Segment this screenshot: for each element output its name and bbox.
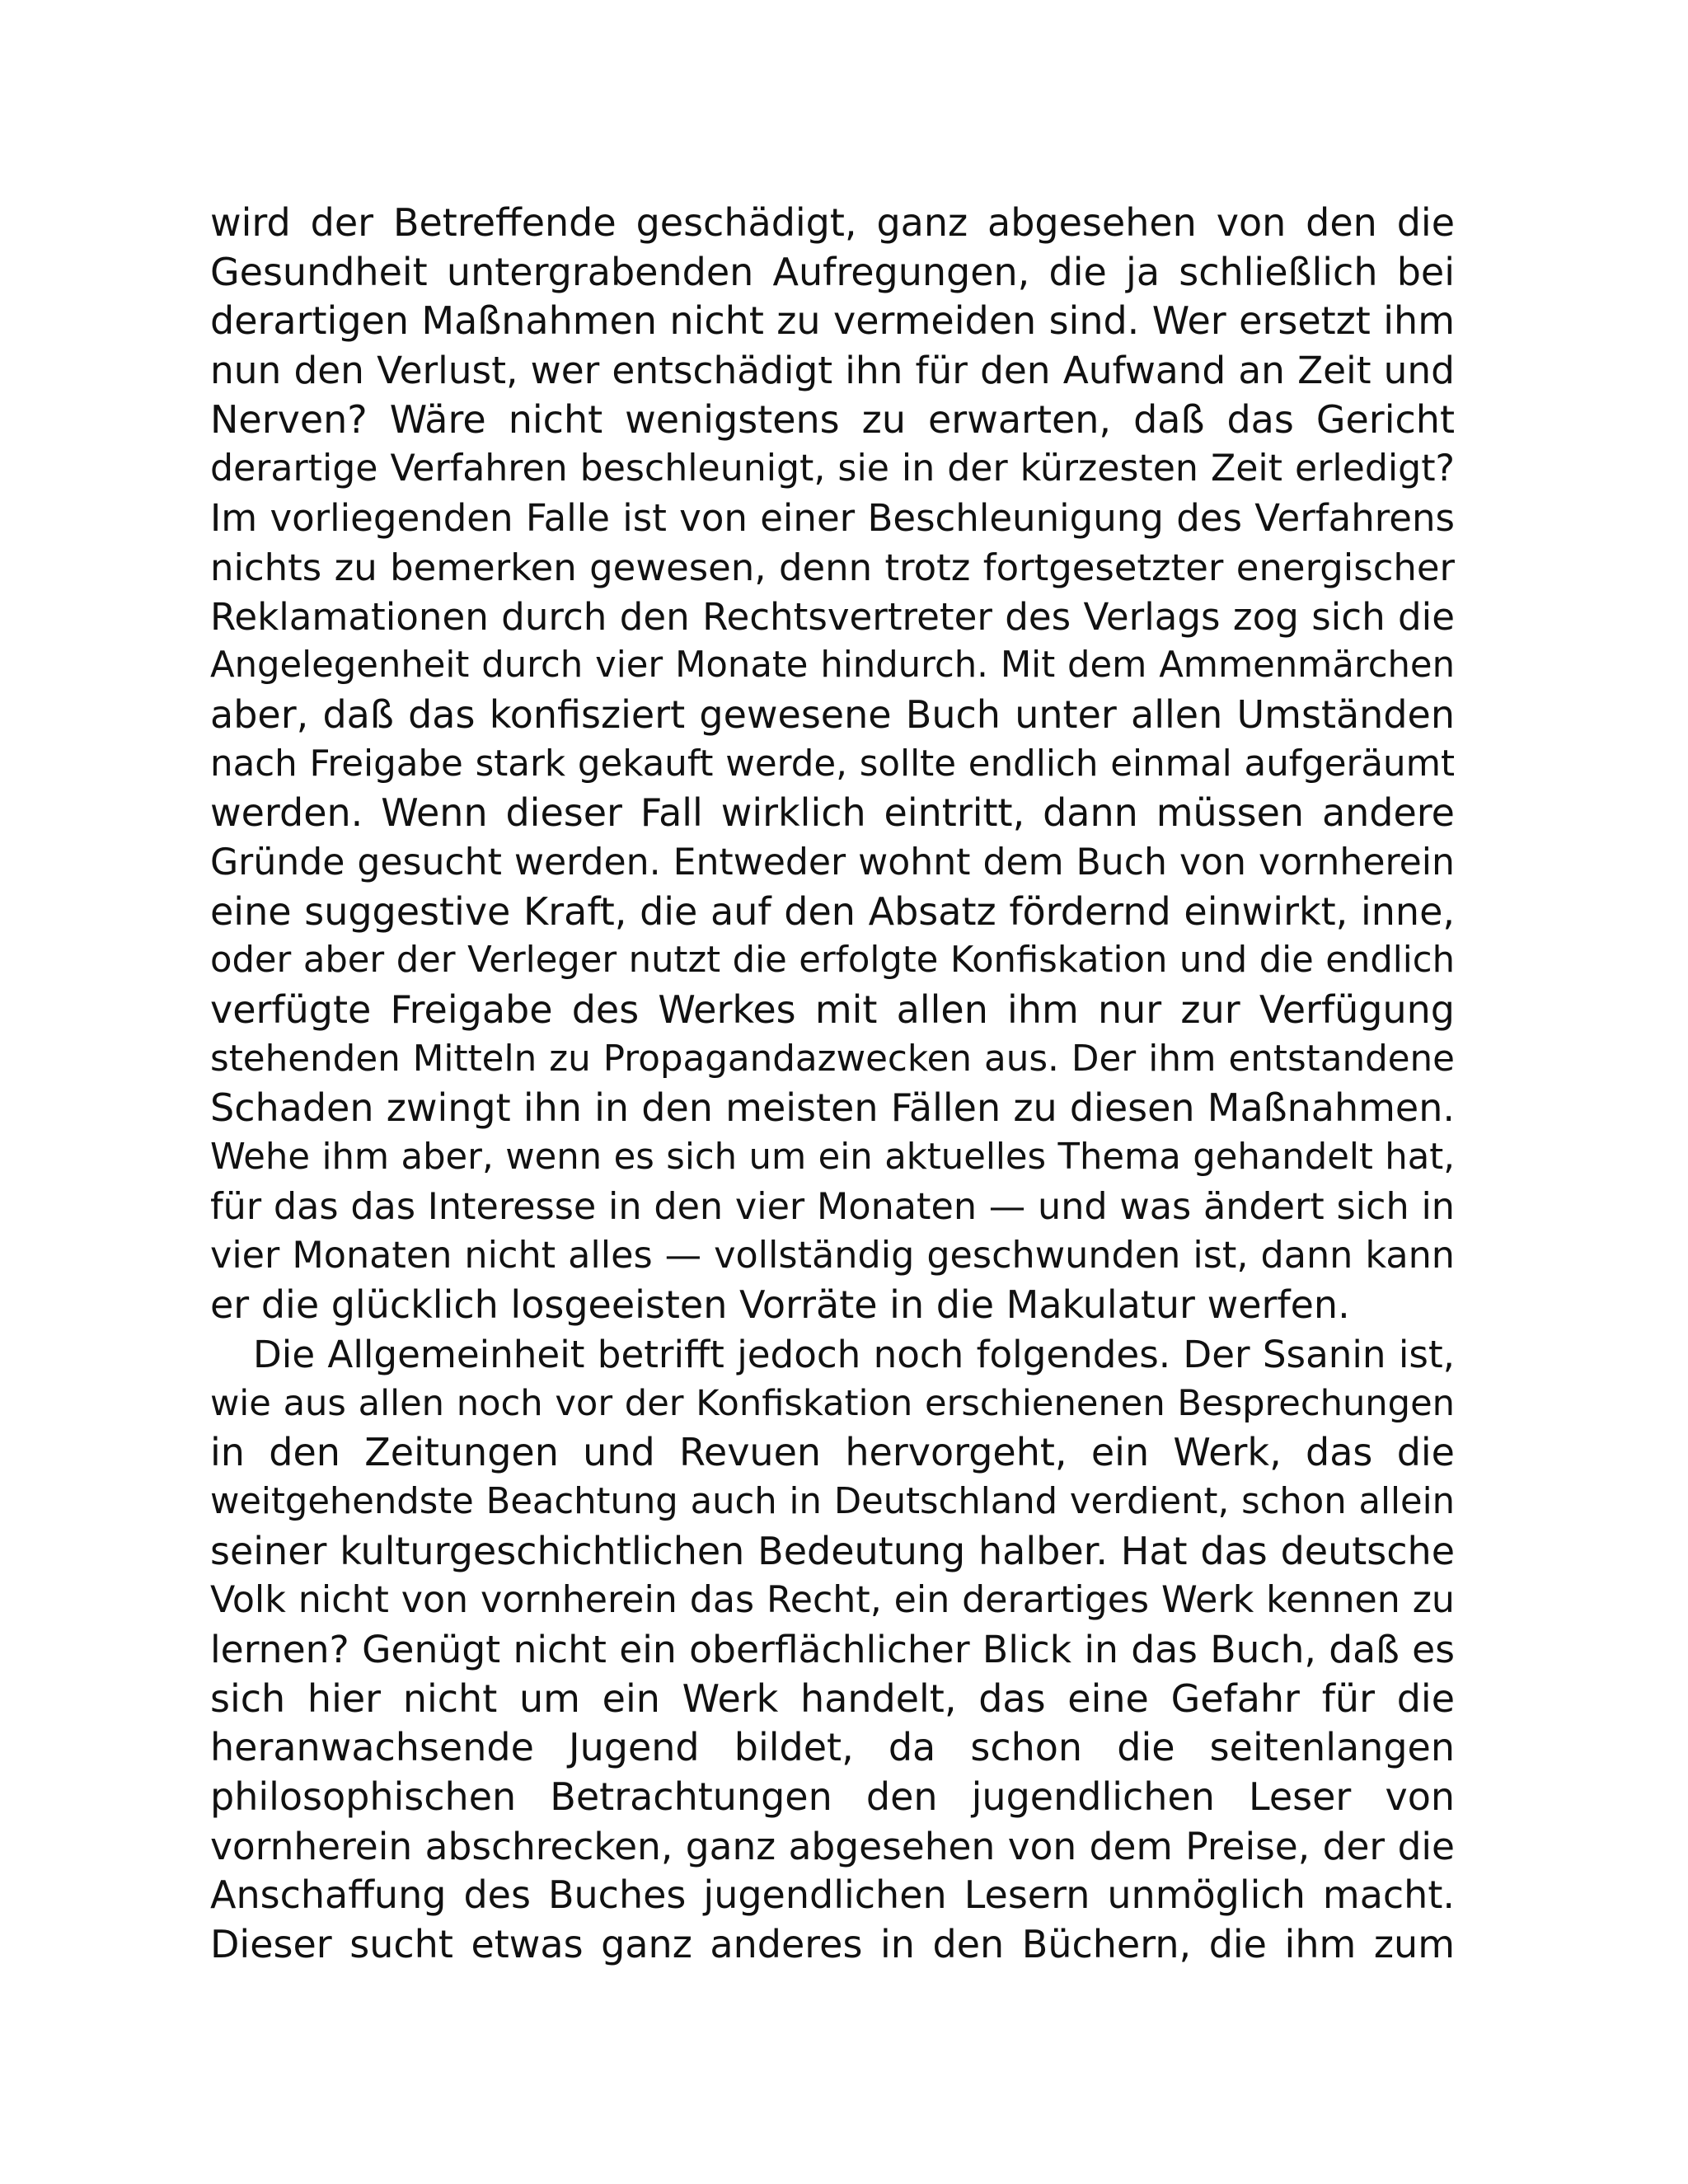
text-line: nach Freigabe stark gekauft werde, sollte endlich einmal aufgeräumt (210, 743, 1455, 785)
text-line: oder aber der Verleger nutzt die erfolgte Konfiskation und die endlich (210, 940, 1455, 982)
text-line: stehenden Mitteln zu Propagandazwecken aus. Der ihm entstandene (210, 1038, 1455, 1080)
text-line: heranwachsende Jugend bildet, da schon die seitenlangen (210, 1725, 1455, 1770)
text-line: Schaden zwingt ihn in den meisten Fällen zu diesen Maßnahmen. (210, 1085, 1455, 1131)
text-line: derartigen Maßnahmen nicht zu vermeiden sind. Wer ersetzt ihm (210, 298, 1455, 344)
text-line: weitgehendste Beachtung auch in Deutschland verdient, schon allein (210, 1480, 1455, 1522)
text-line: verfügte Freigabe des Werkes mit allen ihm nur zur Verfügung (210, 987, 1455, 1032)
text-line: wird der Betreffende geschädigt, ganz abgesehen von den die (210, 200, 1455, 245)
text-line: wie aus allen noch vor der Konfiskation erschienenen Besprechungen (210, 1382, 1455, 1424)
text-line: er die glücklich losgeeisten Vorräte in die Makulatur werfen. (210, 1282, 1350, 1328)
body-text (210, 199, 1455, 1970)
text-line: nichts zu bemerken gewesen, denn trotz fortgesetzter energischer (210, 545, 1455, 589)
text-line: Wehe ihm aber, wenn es sich um ein aktuelles Thema gehandelt hat, (210, 1137, 1455, 1179)
text-line: für das das Interesse in den vier Monaten — und was ändert sich in (210, 1185, 1455, 1228)
text-line: philosophischen Betrachtungen den jugendlichen Leser von (210, 1774, 1455, 1819)
paragraph-1 (210, 199, 1455, 1330)
text-line: seiner kulturgeschichtlichen Bedeutung halber. Hat das deutsche (210, 1528, 1455, 1573)
text-line: Gründe gesucht werden. Entweder wohnt dem Buch von vornherein (210, 841, 1455, 883)
text-line: nun den Verlust, wer entschädigt ihn für den Aufwand an Zeit und (210, 349, 1455, 393)
text-line: Nerven? Wäre nicht wenigstens zu erwarten, daß das Gericht (210, 396, 1455, 442)
text-line: vornherein abschrecken, ganz abgesehen von dem Preise, der die (210, 1824, 1455, 1868)
text-line: Dieser sucht etwas ganz anderes in den Büchern, die ihm zum (210, 1922, 1455, 1967)
text-line: Reklamationen durch den Rechtsvertreter des Verlags zog sich die (210, 594, 1455, 639)
text-line: eine suggestive Kraft, die auf den Absatz fördernd einwirkt, inne, (210, 888, 1455, 934)
paragraph-2 (210, 1330, 1455, 1970)
text-line: sich hier nicht um ein Werk handelt, das eine Gefahr für die (210, 1675, 1455, 1721)
text-line: Gesundheit untergrabenden Aufregungen, die ja schließlich bei (210, 249, 1455, 294)
text-line: Volk nicht von vornherein das Recht, ein derartiges Werk kennen zu (210, 1579, 1455, 1622)
text-line: lernen? Genügt nicht ein oberflächlicher Blick in das Buch, daß es (210, 1627, 1455, 1671)
text-line: Angelegenheit durch vier Monate hindurch. Mit dem Ammenmärchen (210, 644, 1455, 687)
text-line: Die Allgemeinheit betrifft jedoch noch folgendes. Der Ssanin ist, (253, 1332, 1455, 1376)
text-line: derartige Verfahren beschleunigt, sie in der kürzesten Zeit erledigt? (210, 448, 1455, 490)
text-line: Anschaffung des Buches jugendlichen Lesern unmöglich macht. (210, 1872, 1455, 1918)
text-line: Im vorliegenden Falle ist von einer Beschleunigung des Verfahrens (210, 496, 1455, 541)
text-line: aber, daß das konfisziert gewesene Buch unter allen Umständen (210, 691, 1455, 737)
text-line: vier Monaten nicht alles — vollständig geschwunden ist, dann kann (210, 1235, 1455, 1277)
text-line: werden. Wenn dieser Fall wirklich eintritt, dann müssen andere (210, 790, 1455, 836)
text-line: in den Zeitungen und Revuen hervorgeht, ein Werk, das die (210, 1430, 1455, 1475)
